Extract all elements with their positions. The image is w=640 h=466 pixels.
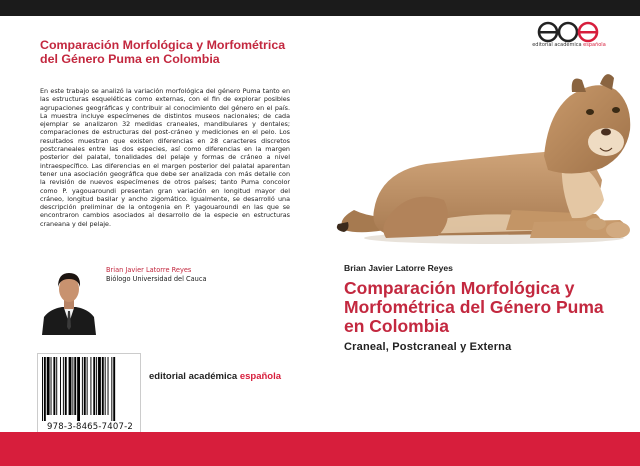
author-photo — [40, 265, 98, 335]
publisher-name-back — [149, 371, 281, 382]
top-bar — [0, 0, 640, 16]
front-cover — [320, 16, 640, 432]
puma-illustration — [334, 60, 634, 256]
front-title: Comparación Morfológica y Morfométrica del Género Puma en Colombia — [344, 278, 604, 336]
barcode-bars — [40, 357, 140, 421]
publisher-main-text: editorial académica — [149, 371, 240, 382]
logo-text-accent: española — [583, 42, 606, 48]
isbn-number: 978-3-8465-7407-2 — [47, 422, 133, 432]
front-author: Brian Javier Latorre Reyes — [344, 263, 453, 273]
logo-text-main: editorial académica — [532, 42, 584, 48]
logo-caption — [524, 42, 614, 48]
barcode — [37, 353, 141, 435]
back-cover-title: Comparación Morfológica y Morfométrica del Género Puma en Colombia — [40, 38, 286, 66]
author-bio: Biólogo Universidad del Cauca — [106, 275, 207, 283]
author-name: Brian Javier Latorre Reyes — [106, 266, 192, 274]
publisher-logo-icon — [532, 19, 604, 59]
back-cover — [0, 16, 320, 432]
back-cover-abstract: En este trabajo se analizó la variación morfológica del género Puma tanto en las estructuras esqueléticas como externas, con el fin de explorar posibles agrupaciones geográficas y contribuir al conocimiento del género en el país. La muestra incluye especímenes de distintos museos nacionales; de cada ejemplar se analizaron 32 medidas craneales, mandibulares y dentales; comparaciones de estructuras del post-cráneo y mediciones en el pelo. Los resultados muestran que existen diferencias en 28 caracteres discretos postcraneales entre las dos especies, así como diferencias en la margen posterior del palatal, tonalidades del pelaje y formas de cráneo a nivel intraespecífico. Las diferencias en el margen posterior del palatal aparentan tener una asociación geográfica que debe ser analizada con más detalle con la revisión de nuevos especímenes de otros países; tanto Puma concolor como P. yagouaroundi presentan gran variación en longitud mayor del cráneo, longitud basilar y ancho zigomático. Igualmente, se desarrolló una descripción preliminar de la ontogenia en P. yagouaroundi en las que se encontraron cambios asociados al desarrollo de la especie en estructuras craneana y del pelaje. — [40, 87, 290, 228]
publisher-accent-text: española — [239, 371, 282, 382]
bottom-bar — [0, 432, 640, 466]
front-subtitle: Craneal, Postcraneal y Externa — [344, 341, 512, 353]
